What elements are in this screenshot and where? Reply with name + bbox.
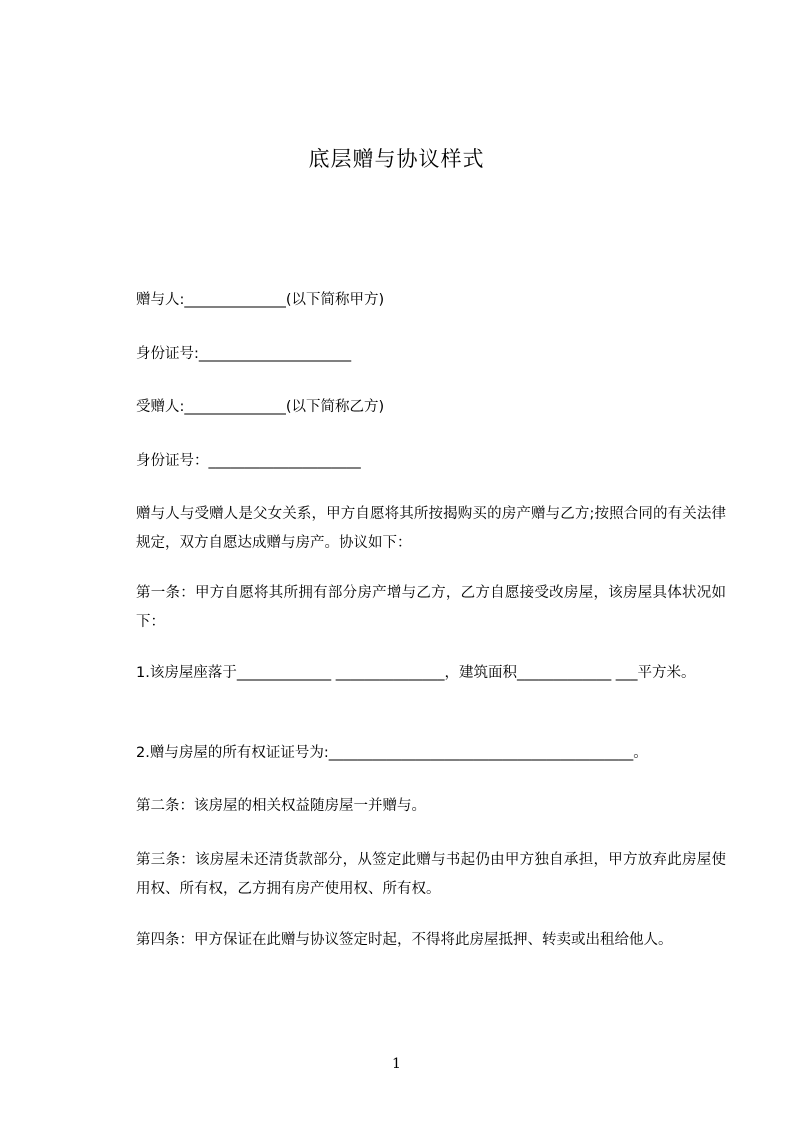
article-2-paragraph: 第二条：该房屋的相关权益随房屋一并赠与。 bbox=[136, 798, 426, 814]
donor-id-field: 身份证号:_____________________ bbox=[136, 346, 352, 362]
article-3-paragraph: 第三条：该房屋未还清货款部分，从签定此赠与书起仍由甲方独自承担，甲方放弃此房屋使用权、所有权，乙方拥有房产使用权、所有权。 bbox=[136, 852, 726, 897]
document-title: 底层赠与协议样式 bbox=[308, 147, 485, 171]
item-2-paragraph: 2.赠与房屋的所有权证证号为:__________________________________________。 bbox=[136, 745, 648, 761]
page-number: 1 bbox=[392, 1056, 401, 1072]
article-4-paragraph: 第四条：甲方保证在此赠与协议签定时起，不得将此房屋抵押、转卖或出租给他人。 bbox=[136, 932, 673, 948]
article-1-paragraph: 第一条：甲方自愿将其所拥有部分房产增与乙方，乙方自愿接受改房屋，该房屋具体状况如下： bbox=[136, 585, 726, 630]
recipient-id-field: 身份证号：_____________________ bbox=[136, 453, 361, 469]
intro-paragraph: 赠与人与受赠人是父女关系，甲方自愿将其所按揭购买的房产赠与乙方;按照合同的有关法律规定，双方自愿达成赠与房产。协议如下： bbox=[136, 506, 726, 551]
donor-field: 赠与人:______________(以下简称甲方) bbox=[136, 292, 385, 308]
recipient-field: 受赠人:______________(以下简称乙方) bbox=[136, 399, 385, 415]
item-1-paragraph: 1.该房屋座落于_____________ _______________，建筑面积_____________ ___平方米。 bbox=[136, 665, 696, 681]
